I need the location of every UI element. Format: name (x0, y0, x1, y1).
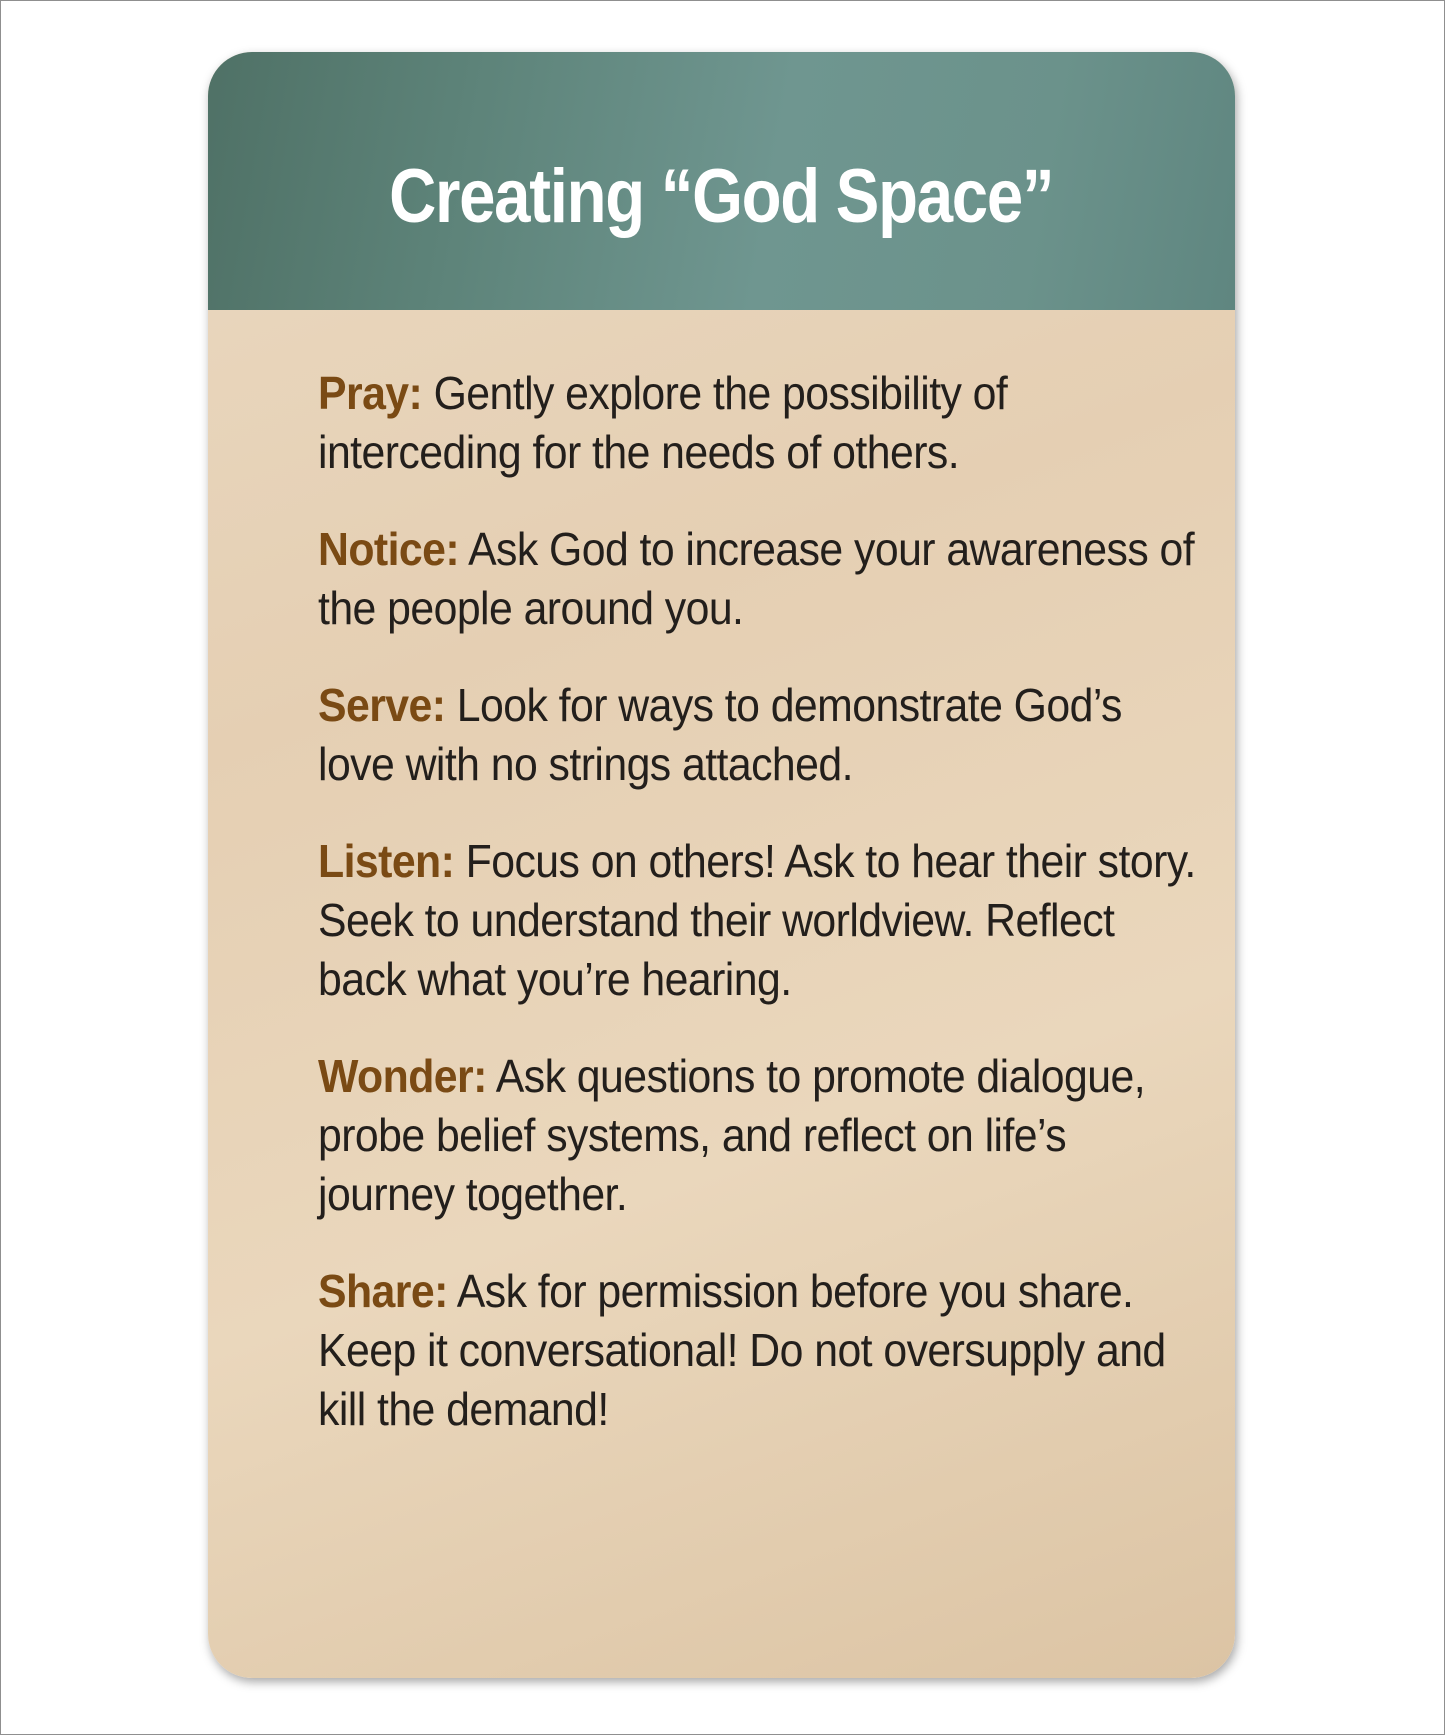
entry-notice (318, 520, 1202, 638)
entry-term: Wonder: (318, 1050, 487, 1102)
entry-serve (318, 676, 1202, 794)
entry-text: Ask questions to promote dialogue, probe belief systems, and reflect on life’s journey together. (318, 1050, 1146, 1220)
entry-pray (318, 364, 1202, 482)
entry-term: Serve: (318, 679, 446, 731)
entry-term: Listen: (318, 835, 455, 887)
entry-term: Pray: (318, 367, 423, 419)
entry-text: Ask God to increase your awareness of the people around you. (318, 523, 1195, 634)
entry-listen (318, 832, 1202, 1009)
god-space-card (208, 52, 1235, 1678)
card-header (208, 52, 1235, 310)
entry-term: Share: (318, 1265, 448, 1317)
entry-text: Focus on others! Ask to hear their story. Seek to understand their worldview. Reflect back what you’re hearing. (318, 835, 1196, 1005)
entry-wonder (318, 1047, 1202, 1224)
entry-term: Notice: (318, 523, 460, 575)
entry-text: Ask for permission before you share. Keep it conversational! Do not oversupply and kill the demand! (318, 1265, 1166, 1435)
entry-text: Gently explore the possibility of interceding for the needs of others. (318, 367, 1008, 478)
card-title: Creating “God Space” (389, 153, 1054, 239)
card-body (318, 364, 1198, 1477)
entry-text: Look for ways to demonstrate God’s love with no strings attached. (318, 679, 1122, 790)
entry-share (318, 1262, 1202, 1439)
